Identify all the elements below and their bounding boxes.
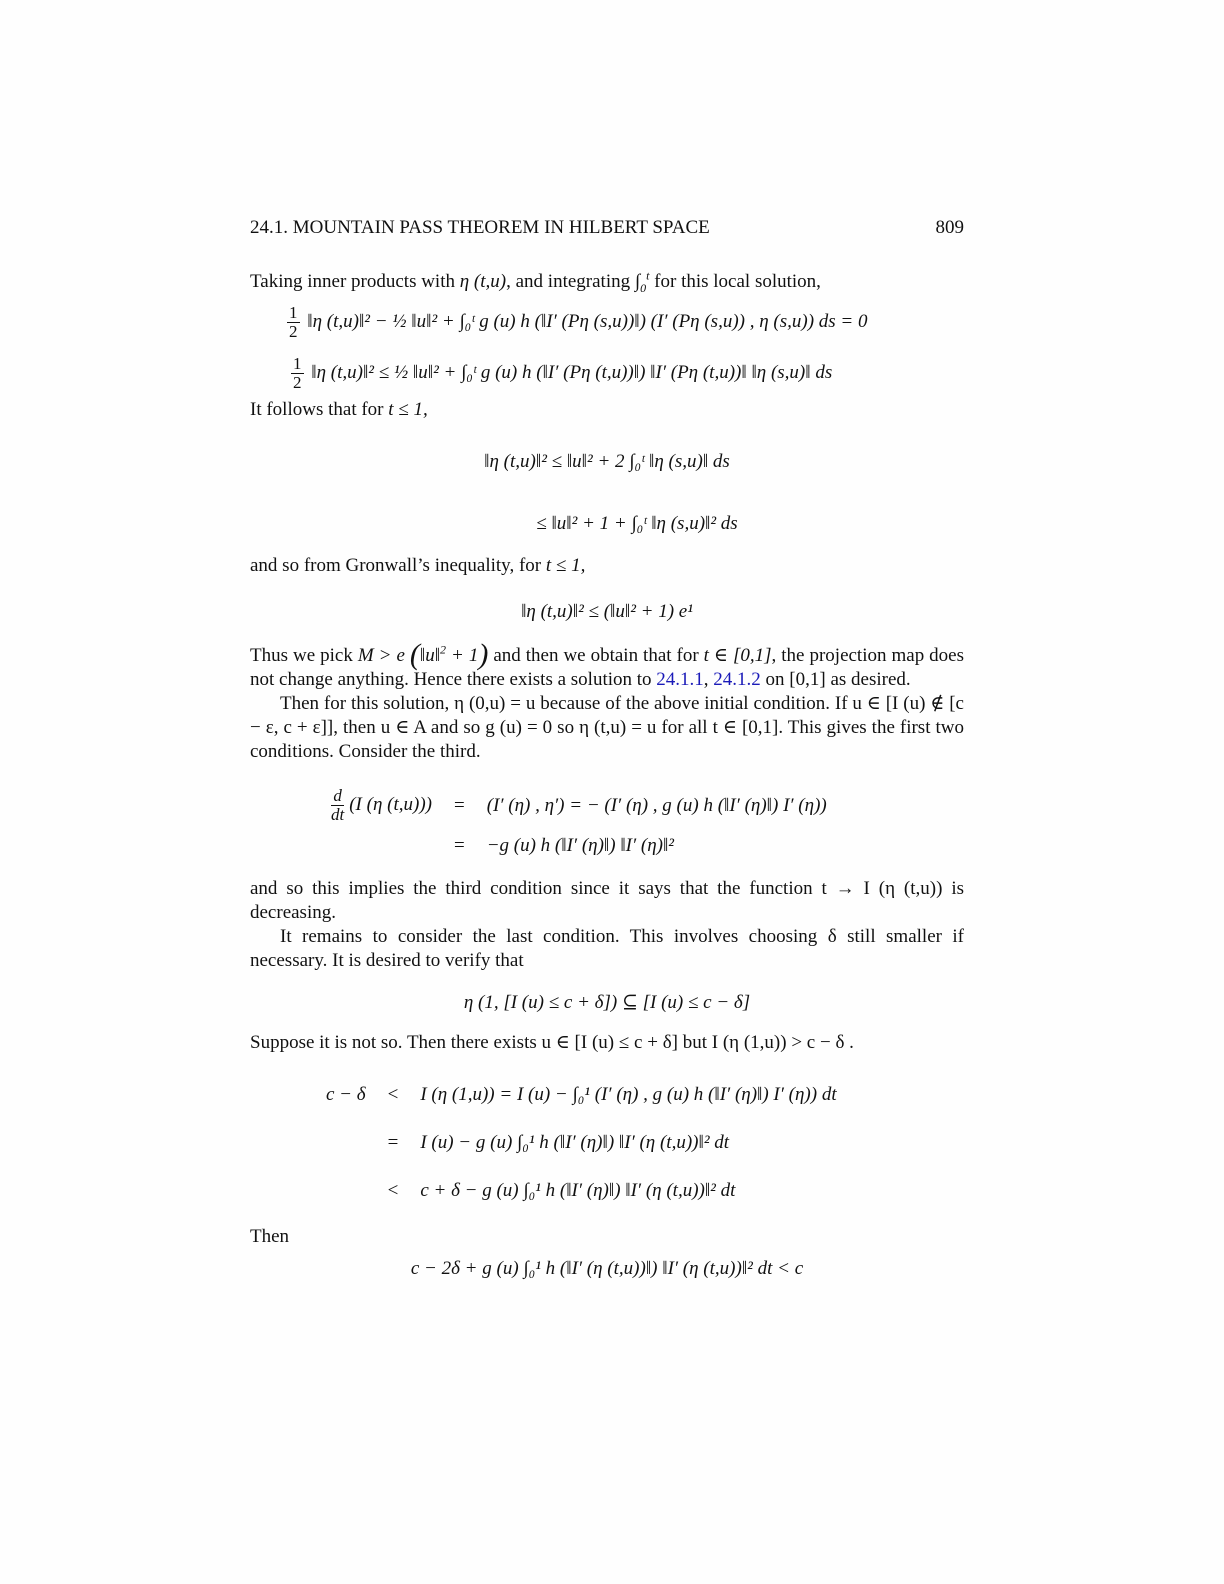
- equation-inclusion: η (1, [I (u) ≤ c + δ]) ⊆ [I (u) ≤ c − δ]: [463, 992, 751, 1013]
- equation-derivative: $\frac{d}{dt}$ (I (η (t,u))) = (I′ (η) , η′) = − (I′ (η) , g (u) h (‖I′ (η)‖) I′ (η)) = −g (u) h (‖I′ (η)‖) ‖I′ (η)‖²: [331, 786, 827, 856]
- running-head: [250, 216, 964, 240]
- equation-bound-2: ≤ ‖u‖² + 1 + ∫₀ᵗ ‖η (s,u)‖² ds: [536, 513, 738, 534]
- paragraph-inner-products: Taking inner products with η (t,u), and integrating $\int_0^t$ for this local solution,: [250, 268, 821, 295]
- page-content: [250, 216, 964, 1281]
- equation-link-24-1-2[interactable]: 24.1.2: [713, 669, 761, 690]
- paragraph-follows: It follows that for t ≤ 1,: [250, 399, 428, 420]
- section-title: 24.1. MOUNTAIN PASS THEOREM IN HILBERT SPACE: [250, 217, 710, 238]
- paragraph-suppose: Suppose it is not so. Then there exists u ∈ [I (u) ≤ c + δ] but I (η (1,u)) > c − δ .: [250, 1032, 854, 1053]
- equation-contradiction: c − δ < I (η (1,u)) = I (u) − ∫₀¹ (I′ (η) , g (u) h (‖I′ (η)‖) I′ (η)) dt = I (u) − g (u) ∫₀¹ h (‖I′ (η)‖) ‖I′ (η (t,u))‖² dt < c + δ − g (u) ∫₀¹ h (‖I′ (η)‖) ‖I′ (η (t,u))‖² dt: [326, 1084, 837, 1201]
- paragraph-gronwall: and so from Gronwall’s inequality, for t ≤ 1,: [250, 555, 586, 576]
- paragraph-last-condition: It remains to consider the last condition. This involves choosing δ still smaller if necessary. It is desired to verify that: [250, 926, 964, 971]
- equation-energy-identity: $\frac{1}{2}$ ‖η (t,u)‖² − ½ ‖u‖² + ∫₀ᵗ g (u) h (‖I′ (Pη (s,u))‖) (I′ (Pη (s,u)) , η (s,u)) ds = 0: [289, 303, 868, 341]
- equation-energy-inequality: $\frac{1}{2}$ ‖η (t,u)‖² ≤ ½ ‖u‖² + ∫₀ᵗ g (u) h (‖I′ (Pη (t,u))‖) ‖I′ (Pη (t,u))‖ ‖η (s,u)‖ ds: [293, 354, 833, 392]
- equation-link-24-1-1[interactable]: 24.1.1: [656, 669, 704, 690]
- paragraph-first-conditions: Then for this solution, η (0,u) = u because of the above initial condition. If u ∈ [I (u) ∉ [c − ε, c + ε]], then u ∈ A and so g (u) = 0 so η (t,u) = u for all t ∈ [0,1]. This gives the first two conditions. Consider the third.: [250, 693, 964, 762]
- paragraph-pick-m: Thus we pick M > e (‖u‖$^2$ + 1) and then we obtain that for t ∈ [0,1], the projection map does not change anything. Hence there exists a solution to 24.1.1, 24.1.2 on [0,1] as desired.: [250, 638, 964, 690]
- page-number: 809: [935, 217, 964, 238]
- equation-final: c − 2δ + g (u) ∫₀¹ h (‖I′ (η (t,u))‖) ‖I′ (η (t,u))‖² dt < c: [410, 1258, 804, 1279]
- equation-gronwall-bound: ‖η (t,u)‖² ≤ (‖u‖² + 1) e¹: [521, 601, 693, 622]
- equation-bound-1: ‖η (t,u)‖² ≤ ‖u‖² + 2 ∫₀ᵗ ‖η (s,u)‖ ds: [484, 451, 730, 472]
- paragraph-then: Then: [250, 1226, 290, 1247]
- paragraph-decreasing: and so this implies the third condition since it says that the function t → I (η (t,u)) is decreasing.: [250, 878, 964, 923]
